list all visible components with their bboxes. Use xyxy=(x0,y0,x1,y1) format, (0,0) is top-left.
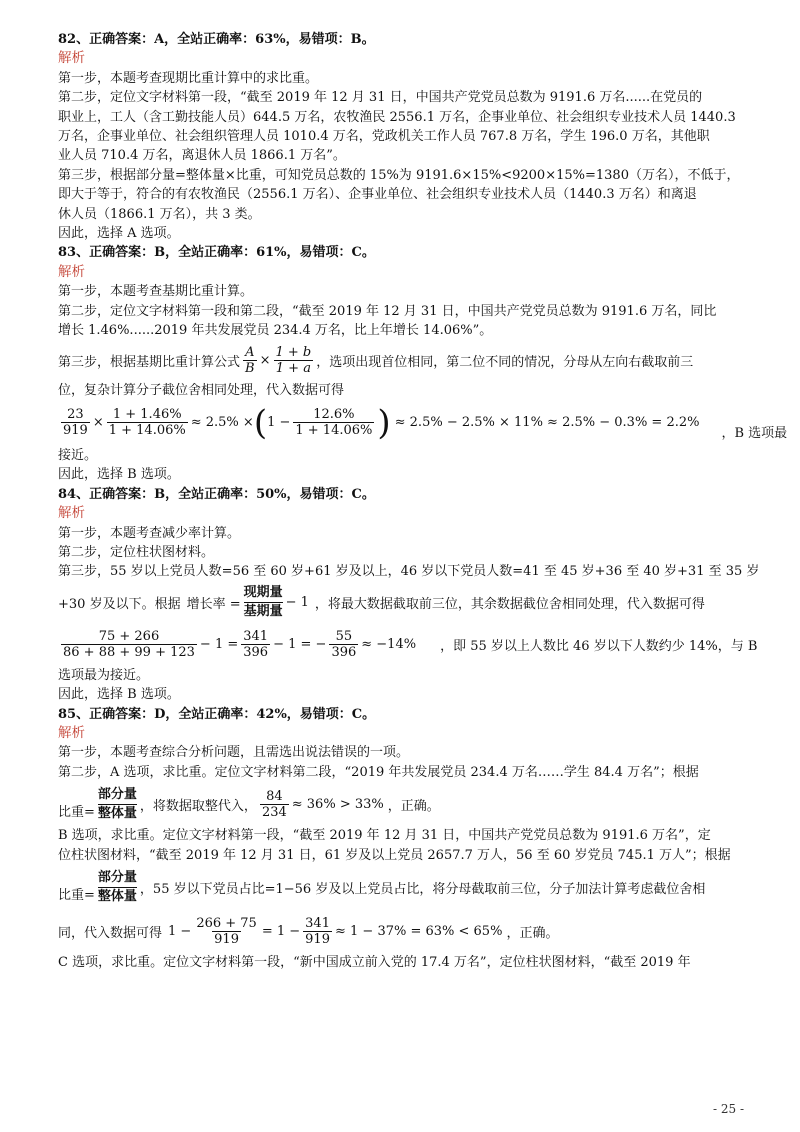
minus-one-neg: − 1 = − xyxy=(273,637,327,653)
q83-answer-header: 83、正确答案：B，全站正确率：61%，易错项：C。 xyxy=(58,245,375,261)
q82-step3-cont1: 即大于等于，符合的有农牧渔民（2556.1 万名）、企事业单位、社会组织专业技术人员（1440.3 万名）和离退 xyxy=(58,187,697,203)
q83-step3 xyxy=(58,341,748,381)
frac-numerator: 部分量 xyxy=(97,786,137,802)
frac-denominator: B xyxy=(245,361,255,376)
q82-step3: 第三步，根据部分量=整体量×比重，可知党员总数的 15%为 9191.6×15%<9200×15%=1380（万名），不低于， xyxy=(58,167,740,183)
approx-result: ≈ −14% xyxy=(361,637,417,653)
q85-option-b-text-cont: 同，代入数据可得 xyxy=(58,925,163,941)
page-number: - 25 - xyxy=(712,1102,744,1116)
q85-step1: 第一步，本题考查综合分析问题，且需选出说法错误的一项。 xyxy=(58,745,410,761)
frac-sum-919 xyxy=(194,916,259,947)
minus-one-equals: − 1 = xyxy=(199,637,239,653)
q82-step2-cont1: 职业上，工人（含工勤技能人员）644.5 万名，农牧渔民 2556.1 万名，企事业单位、社会组织专业技术人员 1440.3 xyxy=(58,109,736,125)
q83-formula xyxy=(240,345,316,376)
q83-equation-note-cont: 接近。 xyxy=(58,447,98,463)
frac-numerator: 1 + b xyxy=(275,345,312,360)
frac-numerator: 55 xyxy=(335,629,353,645)
q85-option-b-verdict: ，正确。 xyxy=(506,925,559,941)
q84-growth-formula xyxy=(187,584,309,621)
frac-numerator: 12.6% xyxy=(313,407,355,423)
frac-numerator: 75 + 266 xyxy=(98,629,160,645)
frac-denominator: 919 xyxy=(214,931,239,947)
q85-option-b-text: ，55 岁以下党员占比=1−56 岁及以上党员占比，将分母截取前三位，分子加法计算考虑截位舍相 xyxy=(139,881,706,897)
frac-numerator: 341 xyxy=(305,915,330,931)
q83-step3-text-cont: ，选项出现首位相同，第二位不同的情况，分母从左向右截取前三 xyxy=(316,355,694,370)
frac-denominator: 919 xyxy=(305,931,330,947)
q85-option-a-text: ，将数据取整代入， xyxy=(139,798,257,814)
q84-equation-note-cont: 选项最为接近。 xyxy=(58,667,150,683)
q82-step3-cont2: 休人员（1866.1 万名），共 3 类。 xyxy=(58,206,261,222)
q84-equation xyxy=(58,629,416,660)
q85-option-b: B 选项，求比重。定位文字材料第一段，“截至 2019 年 12 月 31 日，中国共产党党员总数为 9191.6 万名”，定 xyxy=(58,828,711,844)
q83-equation-note: ，B 选项最 xyxy=(721,426,788,442)
q84-step2: 第二步，定位柱状图材料。 xyxy=(58,544,215,560)
frac-numerator: 23 xyxy=(67,407,84,423)
q85-step2-option-a: 第二步，A 选项，求比重。定位文字材料第二段，“2019 年共发展党员 234.4 万名……学生 84.4 万名”；根据 xyxy=(58,764,699,780)
frac-341-919 xyxy=(303,916,332,947)
q84-step3-cont xyxy=(58,582,748,624)
growth-rate-frac xyxy=(244,584,283,621)
q85-option-b-cont: 位柱状图材料，“截至 2019 年 12 月 31 日，61 岁及以上党员 2657.7 万人，56 至 60 岁党员 745.1 万人”；根据 xyxy=(58,847,731,863)
q82-step2-cont2: 万名，企事业单位、社会组织管理人员 1010.4 万名，党政机关工作人员 767.8 万名，学生 196.0 万名，其他职 xyxy=(58,129,710,145)
frac-numerator: 现期量 xyxy=(243,585,283,601)
q85-option-b-equation xyxy=(168,916,502,947)
frac-341-396 xyxy=(241,629,270,660)
q83-conclusion: 因此，选择 B 选项。 xyxy=(58,467,180,483)
q85-option-a-verdict: ，正确。 xyxy=(387,798,440,814)
q83-analysis-label: 解析 xyxy=(58,263,85,280)
frac-denominator: 396 xyxy=(331,645,357,661)
equals-one-minus: = 1 − xyxy=(261,923,301,939)
frac-growth xyxy=(107,407,188,438)
times-sign: × xyxy=(259,353,271,368)
frac-denominator: 整体量 xyxy=(97,805,137,821)
ratio-word-frac xyxy=(98,869,137,906)
q84-equation-line xyxy=(58,624,758,666)
frac-numerator: 1 + 1.46% xyxy=(112,407,182,423)
frac-denominator: 919 xyxy=(63,423,88,439)
q84-step3: 第三步，55 岁以上党员人数=56 至 60 岁+61 岁及以上，46 岁以下党员人数=41 至 45 岁+36 至 40 岁+31 至 35 岁 xyxy=(58,564,760,580)
ratio-label: 比重= xyxy=(58,887,95,903)
one-minus: 1 − xyxy=(168,923,192,939)
frac-numerator: 部分量 xyxy=(97,869,137,885)
q83-step2-cont: 增长 1.46%......2019 年共发展党员 234.4 万名，比上年增长 14.06%”。 xyxy=(58,323,493,339)
q82-answer-header: 82、正确答案：A，全站正确率：63%，易错项：B。 xyxy=(58,32,375,47)
q84-step3-text: +30 岁及以下。根据 xyxy=(58,597,181,613)
q82-step1: 第一步，本题考查现期比重计算中的求比重。 xyxy=(58,70,319,86)
q83-step1: 第一步，本题考查基期比重计算。 xyxy=(58,284,254,300)
approx-result: ≈ 2.5% − 2.5% × 11% ≈ 2.5% − 0.3% = 2.2% xyxy=(394,415,700,431)
frac-23-919 xyxy=(61,407,90,438)
q85-option-b-equation-line xyxy=(58,909,748,953)
frac-denominator: 396 xyxy=(243,645,269,661)
q85-option-a-calc xyxy=(58,782,748,826)
ratio-word-frac xyxy=(98,786,137,823)
approx-result: ≈ 1 − 37% = 63% < 65% xyxy=(334,923,503,939)
growth-rate-label: 增长率 = xyxy=(186,597,241,613)
frac-rate xyxy=(293,407,374,438)
q83-step2: 第二步，定位文字材料第一段和第二段，“截至 2019 年 12 月 31 日，中国共产党党员总数为 9191.6 万名，同比 xyxy=(58,303,717,319)
q84-step1: 第一步，本题考查减少率计算。 xyxy=(58,525,241,541)
frac-denominator: 基期量 xyxy=(243,604,283,620)
left-paren: ( xyxy=(253,402,268,443)
q83-step3-text: 第三步，根据基期比重计算公式 xyxy=(58,355,241,370)
frac-denominator: 整体量 xyxy=(97,888,137,904)
frac-sum xyxy=(61,629,197,660)
approx-term: ≈ 2.5% × xyxy=(190,415,254,431)
q85-analysis-label: 解析 xyxy=(58,724,85,741)
q85-option-b-calc xyxy=(58,865,748,909)
q82-analysis-label: 解析 xyxy=(58,50,85,67)
q85-option-a-equation xyxy=(257,789,384,820)
frac-55-396 xyxy=(329,629,358,660)
q82-conclusion: 因此，选择 A 选项。 xyxy=(58,226,180,242)
q84-conclusion: 因此，选择 B 选项。 xyxy=(58,687,180,703)
frac-denominator: 1 + 14.06% xyxy=(108,423,186,439)
frac-numerator: 266 + 75 xyxy=(196,915,257,931)
times-sign: × xyxy=(92,415,104,431)
q82-step2-cont3: 业人员 710.4 万名，离退休人员 1866.1 万名”。 xyxy=(58,148,346,164)
q84-step3-text-cont: ，将最大数据截取前三位，其余数据截位舍相同处理，代入数据可得 xyxy=(314,597,705,613)
right-paren: ) xyxy=(377,402,391,443)
q83-formula-frac-ab xyxy=(243,345,257,376)
page-content xyxy=(58,30,788,972)
q82-step2: 第二步，定位文字材料第一段，“截至 2019 年 12 月 31 日，中国共产党党员总数为 9191.6 万名......在党员的 xyxy=(58,90,703,106)
frac-numerator: 341 xyxy=(243,629,269,645)
frac-denominator: 1 + 14.06% xyxy=(295,423,373,439)
q84-analysis-label: 解析 xyxy=(58,505,85,522)
q85-answer-header: 85、正确答案：D，全站正确率：42%，易错项：C。 xyxy=(58,706,376,722)
one-minus: 1 − xyxy=(267,415,291,431)
q83-equation xyxy=(58,402,700,443)
frac-denominator: 1 + a xyxy=(275,361,311,376)
q83-step3-cont: 位，复杂计算分子截位舍相同处理，代入数据可得 xyxy=(58,382,345,398)
frac-numerator: 84 xyxy=(266,788,283,804)
q84-answer-header: 84、正确答案：B，全站正确率：50%，易错项：C。 xyxy=(58,486,375,502)
q83-equation-line xyxy=(58,400,788,446)
q84-equation-note: ，即 55 岁以上人数比 46 岁以下人数约少 14%，与 B xyxy=(440,639,758,655)
approx-result: ≈ 36% > 33% xyxy=(291,796,384,812)
frac-denominator: 234 xyxy=(261,804,287,820)
q83-formula-frac-growth xyxy=(273,345,313,376)
q85-option-c: C 选项，求比重。定位文字材料第一段，“新中国成立前入党的 17.4 万名”，定位柱状图材料，“截至 2019 年 xyxy=(58,955,691,970)
frac-denominator: 86 + 88 + 99 + 123 xyxy=(63,645,195,661)
minus-one: − 1 xyxy=(285,595,309,611)
frac-numerator: A xyxy=(245,345,255,360)
ratio-label: 比重= xyxy=(58,804,95,820)
frac-84-234 xyxy=(260,789,289,820)
